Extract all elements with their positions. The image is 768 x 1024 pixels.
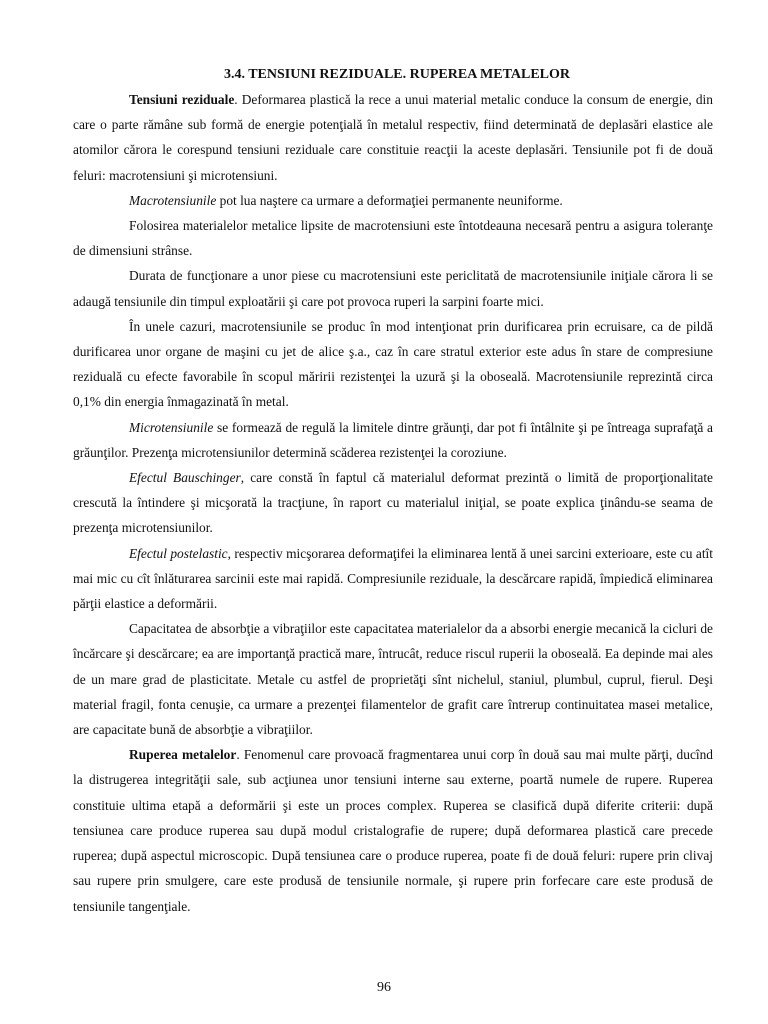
paragraph-text: , respectiv micşorarea deformaţifei la eliminarea lentă ă unei sarcini exterioare, este cu atît mai mic cu cît înlăturarea sarcinii este mai rapidă. Compresiunile reziduale, la descărcare rapidă, împiedică eliminarea părţii elastice a deformării. — [73, 545, 713, 612]
paragraph-lead: Efectul Bauschinger — [129, 470, 241, 486]
paragraph-microtensiunile — [73, 415, 713, 465]
paragraph-lead: Tensiuni reziduale — [129, 92, 235, 107]
paragraph-durata — [73, 263, 713, 313]
paragraph-text: . Fenomenul care provoacă fragmentarea unui corp în două sau mai multe părţi, ducînd la distrugerea integrităţii sale, sub acţiunea unor tensiuni interne sau externe, poartă numele de rupere. Ruperea constituie ultima etapă a deformării şi este un proces complex. Ruperea se clasifică după diferite criterii: după tensiunea care produce ruperea sau după modul cristalografie de rupere; după deformarea plastică care precede ruperea; după aspectul microscopic. După tensiunea care o produce ruperea, poate fi de două feluri: rupere prin clivaj sau rupere prin smulgere, care este produsă de tensiunile normale, şi rupere prin forfecare care este produsă de tensiunile tangenţiale. — [73, 747, 713, 914]
paragraph-macrotensiunile — [73, 188, 713, 213]
paragraph-folosirea — [73, 213, 713, 263]
paragraph-text: Folosirea materialelor metalice lipsite de macrotensiuni este întotdeauna necesară pentru a asigura toleranţe de dimensiuni strânse. — [73, 218, 713, 259]
paragraph-text: Capacitatea de absorbţie a vibraţiilor este capacitatea materialelor da a absorbi energie mecanică la cicluri de încărcare şi descărcare; ea are importanţă practică mare, întrucât, reduce riscul ruperii la oboseală. Ea depinde mai ales de un mare grad de plasticitate. Metale cu astfel de proprietăţi sînt nichelul, staniul, plumbul, cuprul, fierul. Deşi material fragil, fonta cenuşie, ca urmare a prezenţei filamentelor de grafit care întrerup continuitatea masei metalice, are capacitate bună de absorbţie a vibraţiilor. — [73, 621, 713, 738]
page-number: 96 — [377, 980, 391, 995]
paragraph-text: Durata de funcţionare a unor piese cu macrotensiuni este periclitată de macrotensiunile iniţiale cărora li se adaugă tensiunile din timpul exploatării şi care pot provoca ruperi la sarpini foarte mici. — [73, 268, 713, 309]
paragraph-text: , care constă în faptul că materialul deformat prezintă o limită de proporţionalitate crescută la întindere şi micşorată la tracţiune, în raport cu materialul iniţial, se poate explica ţinându-se seama de prezenţa microtensiunilor. — [73, 470, 713, 536]
paragraph-lead: Ruperea metalelor — [129, 747, 237, 763]
paragraph-absorbtie — [73, 616, 713, 742]
paragraph-text: se formează de regulă la limitele dintre grăunţi, dar pot fi întâlnite şi pe întreaga suprafaţă a grăunţilor. Prezenţa microtensiunilor determină scăderea rezistenţei la coroziune. — [73, 419, 713, 460]
paragraph-text: . Deformarea plastică la rece a unui material metalic conduce la consum de energie, din care o parte rămâne sub formă de energie potenţială în metalul respectiv, fiind determinată de deplasări elastice ale atomilor cărora le corespund tensiuni reziduale care constituie reacţii la aceste deplasări. Tensiunile pot fi de două feluri: macrotensiuni şi microtensiuni. — [73, 92, 713, 183]
paragraph-bauschinger — [73, 465, 713, 541]
paragraph-lead: Microtensiunile — [129, 419, 214, 435]
paragraph-ruperea-metalelor — [73, 742, 713, 918]
paragraph-text: În unele cazuri, macrotensiunile se produc în mod intenţionat prin durificarea prin ecruisare, ca de pildă durificarea unor organe de maşini cu jet de alice ş.a., caz în care stratul exterior este adus în stare de compresiune reziduală cu efecte favorabile în scopul măririi rezistenţei la uzură şi la oboseală. Macrotensiunile reprezintă circa 0,1% din energia înmagazinată în metal. — [73, 318, 713, 410]
paragraph-lead: Macrotensiunile — [129, 192, 217, 208]
section-title: 3.4. TENSIUNI REZIDUALE. RUPEREA METALELOR — [223, 67, 571, 82]
paragraph-tensiuni-reziduale — [73, 87, 713, 188]
paragraph-postelastic — [73, 541, 713, 617]
paragraph-unele-cazuri — [73, 314, 713, 415]
paragraph-lead: Efectul postelastic — [129, 545, 228, 561]
paragraph-text: pot lua naştere ca urmare a deformaţiei permanente neuniforme. — [216, 192, 563, 208]
